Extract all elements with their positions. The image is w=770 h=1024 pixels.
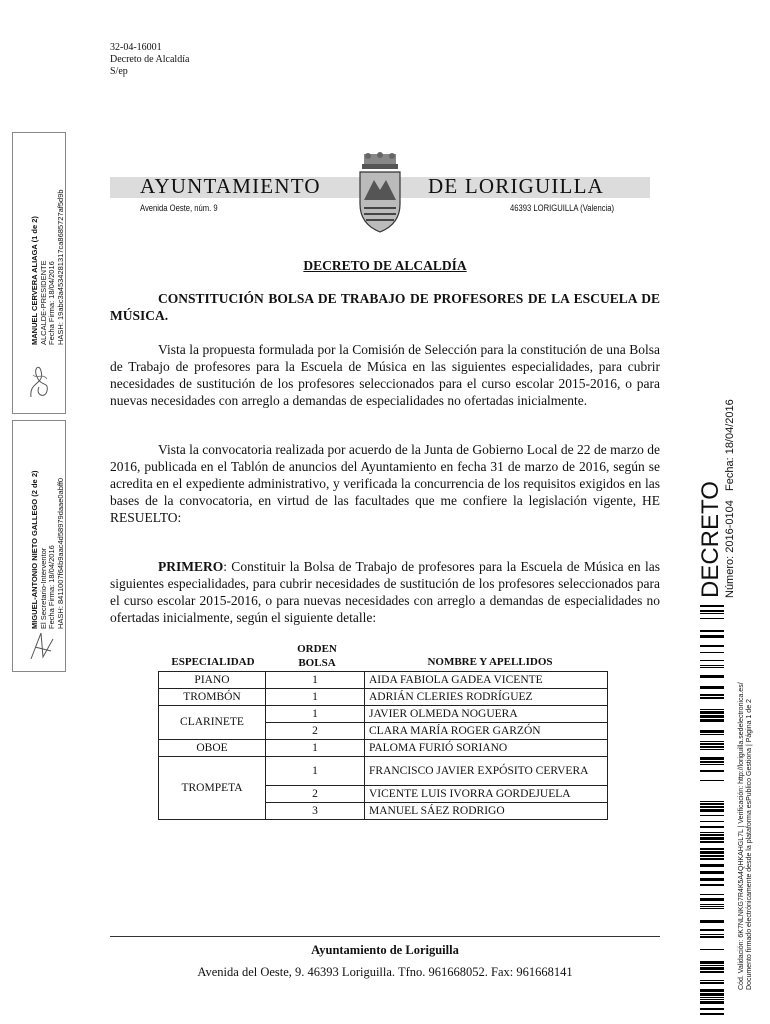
table-cell-orden: 2	[266, 786, 365, 803]
table-cell-orden: 3	[266, 803, 365, 820]
table-cell-nombre: MANUEL SÁEZ RODRIGO	[365, 803, 608, 820]
resolution-text: : Constituir la Bolsa de Trabajo de profesores para la Escuela de Música en las siguientes especialidades, para cubrir necesidades de sustitución de los profesores seleccionados para el curso escolar 2015-2016, o para nuevas necesidades con arreglo a demandas de especialidades no ofertadas inicialmente, según el siguiente detalle:	[110, 559, 660, 625]
signature-secretary-role: El Secretario-Interventor	[38, 547, 48, 629]
table-cell-orden: 1	[266, 672, 365, 689]
table-cell-orden: 1	[266, 689, 365, 706]
table-row	[159, 757, 608, 786]
table-cell-especialidad: CLARINETE	[159, 706, 266, 740]
table-cell-nombre: PALOMA FURIÓ SORIANO	[365, 740, 608, 757]
header-nombre: NOMBRE Y APELLIDOS	[427, 656, 553, 668]
table-cell-especialidad: TROMPETA	[159, 757, 266, 820]
document-title: DECRETO DE ALCALDÍA	[303, 258, 467, 273]
coat-of-arms-icon	[350, 152, 410, 236]
table-row	[159, 740, 608, 757]
signature-secretary-hash: HASH: 8411007f64b9aac4d58979daae0abff0	[55, 477, 65, 629]
table-cell-nombre: VICENTE LUIS IVORRA GORDEJUELA	[365, 786, 608, 803]
side-number-date	[724, 399, 736, 598]
table-cell-orden: 1	[266, 740, 365, 757]
header-orden: ORDEN	[297, 643, 337, 655]
document-subject: CONSTITUCIÓN BOLSA DE TRABAJO DE PROFESORES DE LA ESCUELA DE MÚSICA.	[110, 291, 660, 323]
side-verification	[738, 682, 754, 990]
letterhead-postcode: 46393 LORIGUILLA (Valencia)	[510, 203, 615, 213]
paragraph-proposal: Vista la propuesta formulada por la Comisión de Selección para la constitución de una Bolsa de Trabajo de profesores para la Escuela de Música en las siguientes especialidades, para cubrir necesidades de sustitución de los profesores seleccionados para el curso escolar 2015-2016, o para nuevas necesidades con arreglo a demandas de especialidades no ofertadas inicialmente.	[110, 342, 660, 408]
resolution-lead: PRIMERO	[158, 559, 224, 574]
signature-secretary-text	[31, 471, 65, 629]
bolsa-table	[158, 671, 608, 820]
table-cell-nombre: ADRIÁN CLERIES RODRÍGUEZ	[365, 689, 608, 706]
table-cell-nombre: JAVIER OLMEDA NOGUERA	[365, 706, 608, 723]
signature-secretary-name: MIGUEL-ANTONIO NIETO GALLEGO (2 de 2)	[30, 470, 39, 629]
table-cell-orden: 1	[266, 706, 365, 723]
paragraph-resolution	[110, 558, 660, 626]
letterhead-right: DE LORIGUILLA	[428, 174, 604, 198]
header-especialidad: ESPECIALIDAD	[171, 656, 255, 668]
signature-secretary-scribble-icon	[27, 629, 57, 663]
side-decreto-label: DECRETO	[697, 481, 724, 598]
signature-mayor-hash: HASH: 19abc3a4534281317ca8685727af5d9b	[55, 189, 65, 345]
signature-box-mayor	[12, 132, 66, 414]
reference-type: Decreto de Alcaldía	[110, 54, 190, 65]
table-cell-especialidad: PIANO	[159, 672, 266, 689]
signature-box-secretary	[12, 420, 66, 672]
footer-name: Ayuntamiento de Loriguilla	[311, 943, 459, 957]
signature-mayor-role: ALCALDE-PRESIDENTE	[38, 260, 48, 345]
signature-mayor-scribble-icon	[27, 361, 53, 401]
signature-mayor-date: Fecha Firma: 18/04/2016	[47, 261, 56, 345]
signature-mayor-name: MANUEL CERVERA ALIAGA (1 de 2)	[30, 216, 39, 345]
reference-code: 32-04-16001	[110, 42, 162, 53]
table-cell-nombre: CLARA MARÍA ROGER GARZÓN	[365, 723, 608, 740]
table-cell-nombre: FRANCISCO JAVIER EXPÓSITO CERVERA	[365, 757, 608, 786]
table-cell-especialidad: TROMBÓN	[159, 689, 266, 706]
paragraph-convocation: Vista la convocatoria realizada por acuerdo de la Junta de Gobierno Local de 22 de marzo de 2016, publicada en el Tablón de anuncios del Ayuntamiento en fecha 31 de marzo de 2016, según se acredita en el expediente administrativo, y verificada la concurrencia de los requisitos exigidos en las bases de la convocatoria, en virtud de las facultades que me confiere la legislación vigente, HE RESUELTO:	[110, 442, 660, 525]
letterhead-left: AYUNTAMIENTO	[140, 174, 321, 198]
reference-initials: S/ep	[110, 66, 128, 77]
footer-address: Avenida del Oeste, 9. 46393 Loriguilla. Tfno. 961668052. Fax: 961668141	[197, 965, 573, 979]
table-row	[159, 672, 608, 689]
table-row	[159, 689, 608, 706]
table-row	[159, 706, 608, 723]
header-bolsa: BOLSA	[298, 657, 336, 669]
barcode-icon	[700, 605, 724, 1015]
signature-mayor-text	[31, 189, 65, 345]
signature-secretary-date: Fecha Firma: 18/04/2016	[47, 545, 56, 629]
letterhead-address: Avenida Oeste, núm. 9	[140, 203, 218, 213]
side-verification-platform: Documento firmado electrónicamente desde la plataforma esPublico Gestiona | Página 1 de 2	[746, 699, 753, 990]
footer-divider	[110, 936, 660, 937]
table-cell-orden: 2	[266, 723, 365, 740]
header-orden-bolsa	[268, 642, 366, 670]
side-date: Fecha: 18/04/2016	[724, 399, 736, 491]
table-cell-orden: 1	[266, 757, 365, 786]
document-reference	[110, 42, 189, 78]
table-cell-especialidad: OBOE	[159, 740, 266, 757]
side-verification-code: Cód. Validación: 6K7NLNKG7R4K5A4QHKAHGL7L | Verificación: http://loriguilla.sedelectronica.es/	[738, 682, 745, 990]
side-number: Número: 2016-0104	[724, 500, 736, 598]
table-cell-nombre: AIDA FABIOLA GADEA VICENTE	[365, 672, 608, 689]
